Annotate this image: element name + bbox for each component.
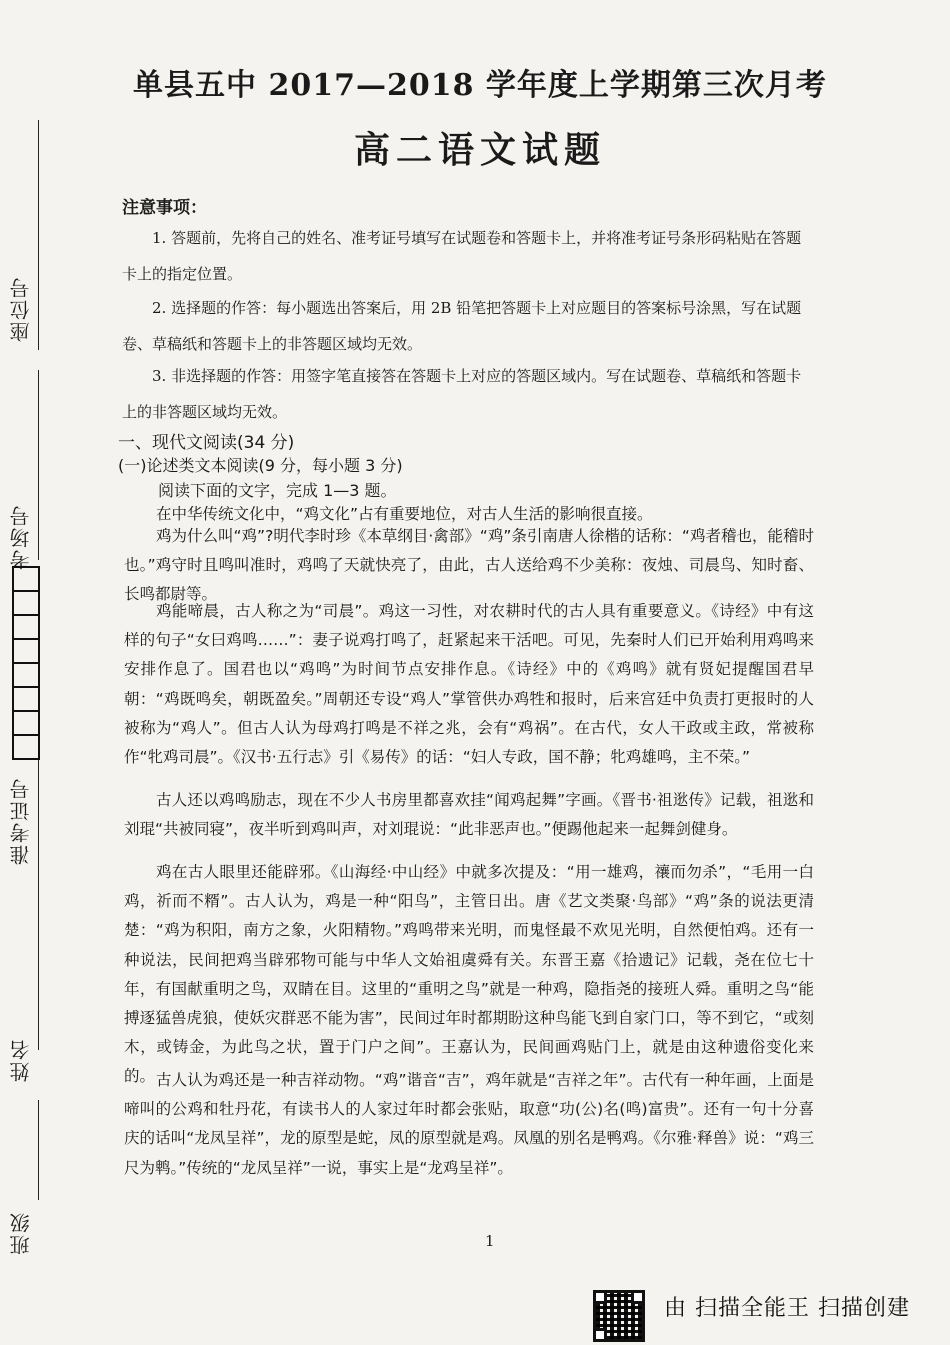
name-label: 姓名 [9, 1038, 33, 1082]
subsection-heading: (一)论述类文本阅读(9 分，每小题 3 分) [118, 456, 403, 475]
seat-label: 座位号 [9, 276, 33, 342]
binding-strip [0, 0, 60, 1345]
exam-title: 单县五中 2017—2018 学年度上学期第三次月考 [133, 68, 827, 103]
page-number: 1 [485, 1232, 495, 1250]
exam-id-label: 准考证号 [9, 777, 33, 865]
article-paragraph: 古人还以鸡鸣励志，现在不少人书房里都喜欢挂“闻鸡起舞”字画。《晋书·祖逖传》记载，祖逖和刘琨“共被同寝”，夜半听到鸡叫声，对刘琨说：“此非恶声也。”便踢他起来一起舞剑健身。 [124, 791, 814, 839]
seat-line [38, 120, 39, 350]
exam-room-label: 考场号 [9, 504, 33, 570]
notice-item: 1. 答题前，先将自己的姓名、准考证号填写在试题卷和答题卡上，并将准考证号条形码粘贴在答题卡上的指定位置。 [122, 229, 802, 283]
article-paragraph: 鸡在古人眼里还能辟邪。《山海经·中山经》中就多次提及：“用一雄鸡，禳而勿杀”，“毛用一白鸡，祈而不糈”。古人认为，鸡是一种“阳鸟”，主管日出。唐《艺文类聚·鸟部》“鸡”条的说法更清楚：“鸡为积阳，南方之象，火阳精物。”鸡鸣带来光明，而鬼怪最不欢见光明，自然便怕鸡。还有一种说法，民间把鸡当辟邪物可能与中华人文始祖虞舜有关。东晋王嘉《拾遗记》记载，尧在位七十年，有国献重明之鸟，双睛在目。这里的“重明之鸟”就是一种鸡，隐指尧的接班人舜。重明之鸟“能搏逐猛兽虎狼，使妖灾群恶不能为害”，民间过年时都期盼这种鸟能飞到自家门口，等不到它，“或刻木，或铸金，为此鸟之状，置于门户之间”。王嘉认为，民间画鸡贴门上，就是由这种遗俗变化来的。 [124, 863, 814, 1086]
article-paragraph: 鸡为什么叫“鸡”?明代李时珍《本草纲目·禽部》“鸡”条引南唐人徐楷的话称：“鸡者稽也，能稽时也。”鸡守时且鸣叫准时，鸡鸣了天就快亮了，由此，古人送给鸡不少美称：夜烛、司晨鸟、知时畜、长鸣都尉等。 [124, 527, 814, 604]
article-paragraph: 在中华传统文化中，“鸡文化”占有重要地位，对古人生活的影响很直接。 [156, 505, 653, 523]
subject-title: 高二语文试题 [353, 129, 606, 171]
class-label: 班级 [9, 1211, 33, 1255]
notice-heading: 注意事项： [122, 198, 207, 218]
article-paragraph: 古人认为鸡还是一种吉祥动物。“鸡”谐音“吉”，鸡年就是“吉祥之年”。古代有一种年画，上面是啼叫的公鸡和牡丹花，有读书人的人家过年时都会张贴，取意“功(公)名(鸣)富贵”。还有一句十分喜庆的话叫“龙凤呈祥”，龙的原型是蛇，凤的原型就是鸡。凤凰的别名是鸭鸡。《尔雅·释兽》说：“鸡三尺为鹎。”传统的“龙凤呈祥”一说，事实上是“龙鸡呈祥”。 [124, 1071, 814, 1177]
reading-instruction: 阅读下面的文字，完成 1—3 题。 [158, 481, 397, 500]
exam-id-line [38, 760, 39, 1050]
scanner-watermark: 由 扫描全能王 扫描创建 [664, 1296, 910, 1321]
id-number-boxes[interactable] [12, 566, 38, 760]
section-heading: 一、现代文阅读(34 分) [118, 433, 295, 453]
notice-item: 2. 选择题的作答：每小题选出答案后，用 2B 铅笔把答题卡上对应题目的答案标号涂黑，写在试题卷、草稿纸和答题卡上的非答题区域均无效。 [122, 299, 802, 353]
article-paragraph: 鸡能啼晨，古人称之为“司晨”。鸡这一习性，对农耕时代的古人具有重要意义。《诗经》中有这样的句子“女曰鸡鸣……”：妻子说鸡打鸣了，赶紧起来干活吧。可见，先秦时人们已开始利用鸡鸣来安排作息了。国君也以“鸡鸣”为时间节点安排作息。《诗经》中的《鸡鸣》就有贤妃提醒国君早朝：“鸡既鸣矣，朝既盈矣。”周朝还专设“鸡人”掌管供办鸡牲和报时，后来宫廷中负责打更报时的人被称为“鸡人”。但古人认为母鸡打鸣是不祥之兆，会有“鸡祸”。在古代，女人干政或主政，常被称作“牝鸡司晨”。《汉书·五行志》引《易传》的话：“妇人专政，国不静；牝鸡雄鸣，主不荣。” [124, 602, 814, 767]
exam-room-line [38, 370, 39, 560]
notice-item: 3. 非选择题的作答：用签字笔直接答在答题卡上对应的答题区域内。写在试题卷、草稿纸和答题卡上的非答题区域均无效。 [122, 367, 802, 421]
qr-code-icon [593, 1290, 645, 1342]
class-line [38, 1100, 39, 1200]
